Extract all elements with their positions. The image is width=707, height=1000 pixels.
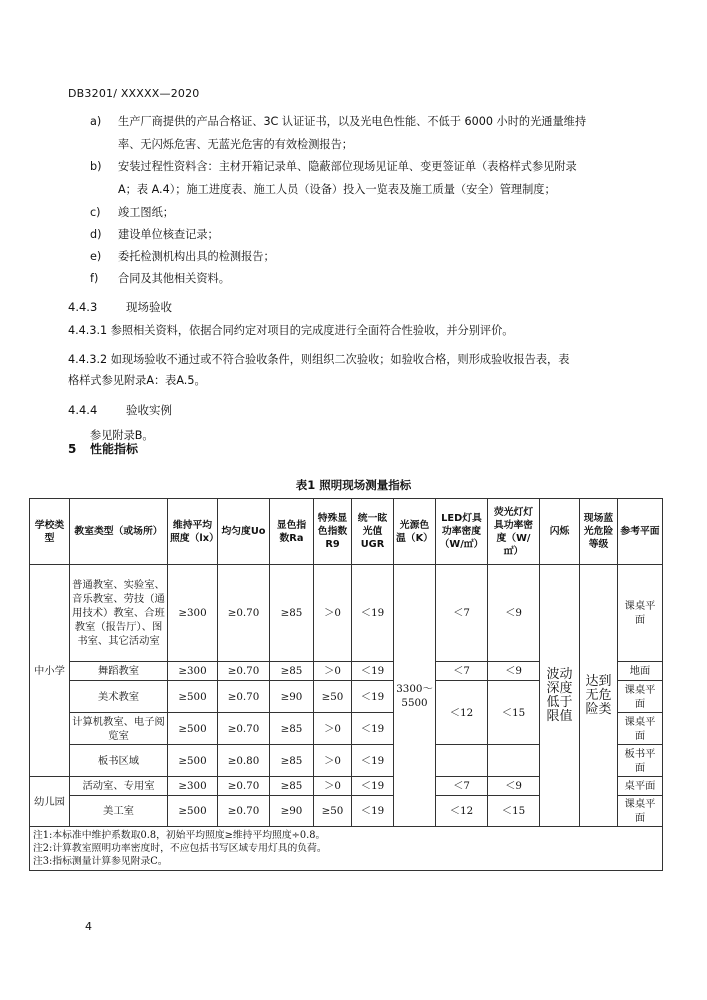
cell-ugr: ＜19	[352, 745, 394, 777]
list-label: d)	[90, 228, 102, 241]
cell-led: ＜7	[436, 662, 488, 681]
list-text: 竣工图纸；	[118, 206, 174, 219]
col-header: 统一眩光值UGR	[352, 499, 394, 565]
cell-ra: ≥85	[270, 713, 314, 745]
cell-led	[436, 745, 488, 777]
cell-fl: ＜15	[488, 796, 540, 827]
list-text-cont: A；表 A.4）；施工进度表、施工人员（设备）投入一览表及施工质量（安全）管理制度；	[118, 183, 556, 196]
clause-4-4-4-text: 参见附录B。	[90, 429, 154, 442]
cell-led: ＜12	[436, 796, 488, 827]
list-label: c)	[90, 206, 101, 219]
section-number: 5	[68, 442, 77, 456]
cell-room: 普通教室、实验室、音乐教室、劳技（通用技术）教室、合班教室（报告厅）、图书室、其它活动室	[70, 565, 168, 662]
table-note: 注1:本标准中维护系数取0.8，初始平均照度≥维持平均照度÷0.8。	[33, 830, 326, 841]
section-heading-5	[68, 440, 138, 457]
col-header: 现场蓝光危险等级	[580, 499, 618, 565]
school-type-cell: 中小学	[30, 565, 70, 777]
list-text: 建设单位核查记录；	[118, 228, 219, 241]
cell-r9: ＞0	[314, 745, 352, 777]
section-number: 4.4.4	[68, 403, 98, 417]
cell-uo: ≥0.70	[218, 565, 270, 662]
col-header: 均匀度Uo	[218, 499, 270, 565]
cell-room: 美工室	[70, 796, 168, 827]
cell-plane: 课桌平面	[618, 713, 663, 745]
cell-plane: 课桌平面	[618, 565, 663, 662]
cell-uo: ≥0.70	[218, 681, 270, 713]
cell-lux: ≥500	[168, 681, 218, 713]
list-label: f)	[90, 272, 99, 285]
section-title: 性能指标	[90, 442, 139, 456]
cell-lux: ≥300	[168, 565, 218, 662]
cell-ugr: ＜19	[352, 777, 394, 796]
list-label: b)	[90, 160, 102, 173]
col-header: 维持平均照度（lx）	[168, 499, 218, 565]
cell-plane: 课桌平面	[618, 681, 663, 713]
cell-uo: ≥0.70	[218, 662, 270, 681]
clause-4-4-3-2-cont: 格样式参见附录A：表A.5。	[68, 374, 206, 387]
cell-led: ＜7	[436, 777, 488, 796]
cell-ugr: ＜19	[352, 662, 394, 681]
cell-ra: ≥85	[270, 662, 314, 681]
col-header: 学校类型	[30, 499, 70, 565]
table-note: 注2:计算教室照明功率密度时，不应包括书写区域专用灯具的负荷。	[33, 843, 327, 854]
col-header: 教室类型（或场所）	[70, 499, 168, 565]
section-heading-4-4-3	[68, 299, 172, 315]
cell-ugr: ＜19	[352, 565, 394, 662]
cell-r9: ≥50	[314, 681, 352, 713]
col-header: 参考平面	[618, 499, 663, 565]
list-label: a)	[90, 115, 102, 128]
list-item	[90, 225, 638, 245]
table-notes-row	[30, 827, 663, 871]
cell-fl: ＜9	[488, 565, 540, 662]
cell-ugr: ＜19	[352, 796, 394, 827]
cell-lux: ≥500	[168, 745, 218, 777]
list-text-cont: 率、无闪烁危害、无蓝光危害的有效检测报告；	[118, 138, 353, 151]
cell-lux: ≥500	[168, 796, 218, 827]
cell-led: ＜12	[436, 681, 488, 745]
cell-plane: 地面	[618, 662, 663, 681]
cell-bluelight: 达到无危险类	[580, 565, 618, 827]
section-number: 4.4.3	[68, 300, 98, 314]
list-item	[90, 203, 638, 223]
cell-fl	[488, 745, 540, 777]
cell-plane: 课桌平面	[618, 796, 663, 827]
cell-uo: ≥0.70	[218, 777, 270, 796]
cell-led: ＜7	[436, 565, 488, 662]
col-header: 特殊显色指数R9	[314, 499, 352, 565]
cell-lux: ≥500	[168, 713, 218, 745]
cell-uo: ≥0.80	[218, 745, 270, 777]
cell-lux: ≥300	[168, 777, 218, 796]
col-header: 荧光灯灯具功率密度（W/㎡）	[488, 499, 540, 565]
table-notes	[30, 827, 663, 871]
table-caption: 表1 照明现场测量指标	[295, 478, 412, 492]
cell-uo: ≥0.70	[218, 713, 270, 745]
cell-ra: ≥85	[270, 777, 314, 796]
col-header: LED灯具功率密度（W/㎡）	[436, 499, 488, 565]
cell-room: 板书区域	[70, 745, 168, 777]
section-title: 验收实例	[126, 403, 172, 417]
list-text: 生产厂商提供的产品合格证、3C 认证证书，以及光电色性能、不低于 6000 小时的光通量维持	[118, 115, 587, 128]
cell-r9: ＞0	[314, 662, 352, 681]
clause-4-4-3-2: 4.4.3.2 如现场验收不通过或不符合验收条件，则组织二次验收；如验收合格，则形成验收报告表，表	[68, 353, 570, 366]
cell-room: 计算机教室、电子阅览室	[70, 713, 168, 745]
page-number: 4	[85, 920, 92, 933]
lighting-indicator-table	[29, 498, 663, 871]
col-header: 闪烁	[540, 499, 580, 565]
list-item	[90, 247, 638, 267]
table-header-row	[30, 499, 663, 565]
clause-4-4-3-1: 4.4.3.1 参照相关资料，依据合同约定对项目的完成度进行全面符合性验收，并分别评价。	[68, 324, 514, 337]
section-heading-4-4-4	[68, 402, 172, 418]
cell-ra: ≥85	[270, 745, 314, 777]
list-text: 安装过程性资料含：主材开箱记录单、隐蔽部位现场见证单、变更签证单（表格样式参见附录	[118, 160, 577, 173]
cell-room: 活动室、专用室	[70, 777, 168, 796]
document-code: DB3201/ XXXXX—2020	[68, 87, 200, 100]
list-item	[90, 269, 638, 289]
cell-fl: ＜9	[488, 777, 540, 796]
list-item	[90, 112, 638, 132]
cell-ra: ≥85	[270, 565, 314, 662]
cell-r9: ≥50	[314, 796, 352, 827]
cell-uo: ≥0.70	[218, 796, 270, 827]
cell-ugr: ＜19	[352, 713, 394, 745]
cell-flicker: 波动深度低于限值	[540, 565, 580, 827]
cell-plane: 桌平面	[618, 777, 663, 796]
col-header: 光源色温（K）	[394, 499, 436, 565]
list-item	[90, 157, 638, 177]
list-label: e)	[90, 250, 102, 263]
cell-r9: ＞0	[314, 565, 352, 662]
cell-ra: ≥90	[270, 681, 314, 713]
cell-fl: ＜9	[488, 662, 540, 681]
cell-lux: ≥300	[168, 662, 218, 681]
list-text: 委托检测机构出具的检测报告；	[118, 250, 275, 263]
table-row	[30, 565, 663, 662]
cell-ugr: ＜19	[352, 681, 394, 713]
table-note: 注3:指标测量计算参见附录C。	[33, 856, 168, 867]
cell-r9: ＞0	[314, 713, 352, 745]
cell-r9: ＞0	[314, 777, 352, 796]
cell-plane: 板书平面	[618, 745, 663, 777]
cell-room: 美术教室	[70, 681, 168, 713]
cell-ra: ≥90	[270, 796, 314, 827]
list-text: 合同及其他相关资料。	[118, 272, 230, 285]
col-header: 显色指数Ra	[270, 499, 314, 565]
section-title: 现场验收	[126, 300, 172, 314]
school-type-cell: 幼儿园	[30, 777, 70, 827]
cell-fl: ＜15	[488, 681, 540, 745]
cell-cct: 3300～5500	[394, 565, 436, 827]
cell-room: 舞蹈教室	[70, 662, 168, 681]
